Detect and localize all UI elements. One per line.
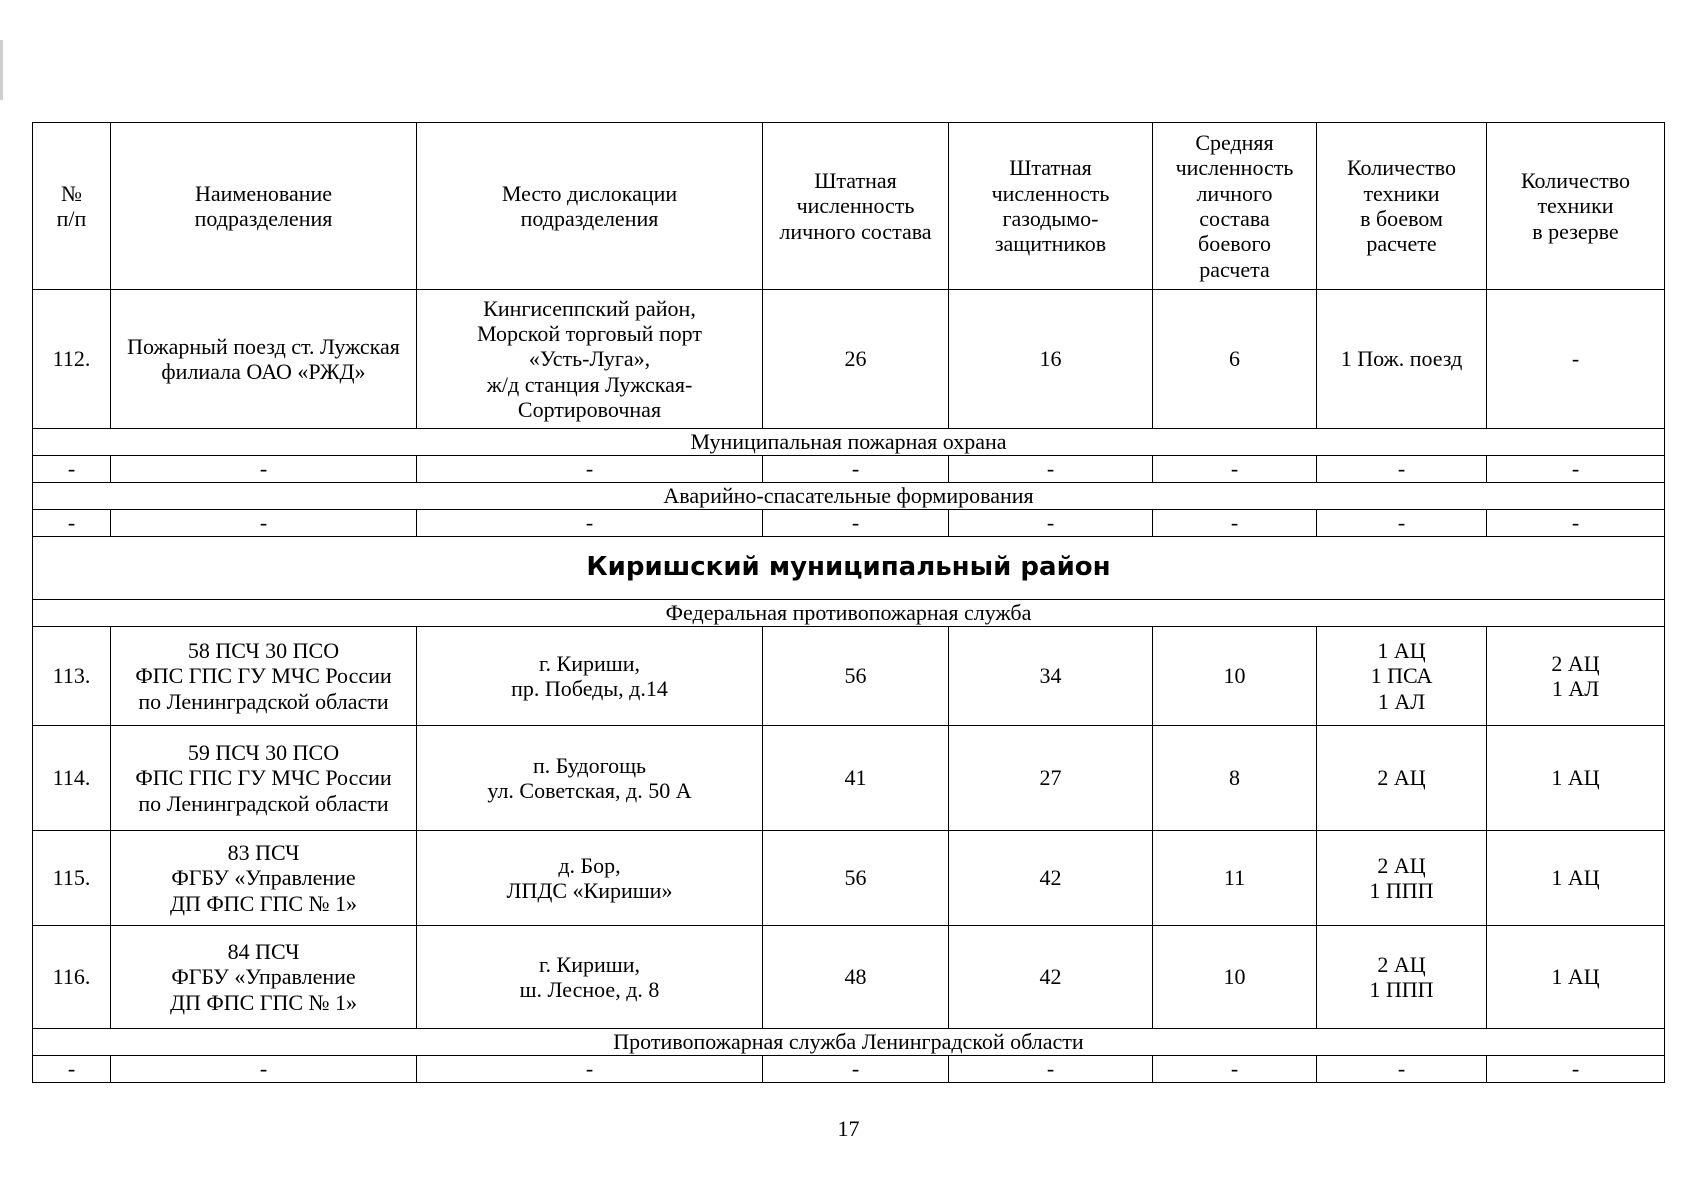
section-row-municipal bbox=[33, 429, 1665, 456]
dash-cell: - bbox=[417, 1056, 763, 1083]
header-reserve: Количество техники в резерве bbox=[1487, 123, 1665, 290]
cell-place: Кингисеппский район, Морской торговый порт «Усть-Луга», ж/д станция Лужская- Сортировочная bbox=[417, 290, 763, 429]
page-number: 17 bbox=[837, 1116, 860, 1141]
dash-cell: - bbox=[1487, 456, 1665, 483]
table-row-113 bbox=[33, 627, 1665, 726]
scan-edge-mark bbox=[0, 40, 3, 100]
cell-place: д. Бор, ЛПДС «Кириши» bbox=[417, 831, 763, 926]
dash-cell: - bbox=[111, 510, 417, 537]
cell-place: п. Будогощь ул. Советская, д. 50 А bbox=[417, 726, 763, 831]
cell-equipment: 2 АЦ 1 ППП bbox=[1317, 831, 1487, 926]
table-row-115 bbox=[33, 831, 1665, 926]
dash-cell: - bbox=[1317, 510, 1487, 537]
dash-cell: - bbox=[417, 510, 763, 537]
dash-cell: - bbox=[949, 456, 1153, 483]
dash-cell: - bbox=[1487, 510, 1665, 537]
dash-cell: - bbox=[33, 510, 111, 537]
dash-cell: - bbox=[1153, 456, 1317, 483]
cell-num: 113. bbox=[33, 627, 111, 726]
cell-avg: 6 bbox=[1153, 290, 1317, 429]
empty-row-municipal bbox=[33, 456, 1665, 483]
empty-row-regional bbox=[33, 1056, 1665, 1083]
district-title: Киришский муниципальный район bbox=[33, 537, 1665, 600]
cell-num: 115. bbox=[33, 831, 111, 926]
cell-equipment: 1 Пож. поезд bbox=[1317, 290, 1487, 429]
dash-cell: - bbox=[1153, 1056, 1317, 1083]
header-staff: Штатная численность личного состава bbox=[763, 123, 949, 290]
cell-reserve: 2 АЦ 1 АЛ bbox=[1487, 627, 1665, 726]
cell-num: 116. bbox=[33, 926, 111, 1029]
table-row-116 bbox=[33, 926, 1665, 1029]
cell-staff: 26 bbox=[763, 290, 949, 429]
cell-equipment: 1 АЦ 1 ПСА 1 АЛ bbox=[1317, 627, 1487, 726]
dash-cell: - bbox=[763, 1056, 949, 1083]
cell-num: 112. bbox=[33, 290, 111, 429]
header-name: Наименование подразделения bbox=[111, 123, 417, 290]
dash-cell: - bbox=[1317, 1056, 1487, 1083]
dash-cell: - bbox=[1317, 456, 1487, 483]
cell-staff: 41 bbox=[763, 726, 949, 831]
dash-cell: - bbox=[417, 456, 763, 483]
cell-place: г. Кириши, ш. Лесное, д. 8 bbox=[417, 926, 763, 1029]
section-row-rescue bbox=[33, 483, 1665, 510]
cell-avg: 11 bbox=[1153, 831, 1317, 926]
cell-name: 58 ПСЧ 30 ПСО ФПС ГПС ГУ МЧС России по Ленинградской области bbox=[111, 627, 417, 726]
cell-gas: 27 bbox=[949, 726, 1153, 831]
header-row bbox=[33, 123, 1665, 290]
cell-equipment: 2 АЦ 1 ППП bbox=[1317, 926, 1487, 1029]
cell-reserve: 1 АЦ bbox=[1487, 926, 1665, 1029]
cell-name: 84 ПСЧ ФГБУ «Управление ДП ФПС ГПС № 1» bbox=[111, 926, 417, 1029]
dash-cell: - bbox=[1487, 1056, 1665, 1083]
cell-reserve: 1 АЦ bbox=[1487, 831, 1665, 926]
dash-cell: - bbox=[111, 456, 417, 483]
cell-name: 83 ПСЧ ФГБУ «Управление ДП ФПС ГПС № 1» bbox=[111, 831, 417, 926]
dash-cell: - bbox=[33, 456, 111, 483]
cell-gas: 42 bbox=[949, 926, 1153, 1029]
section-title: Федеральная противопожарная служба bbox=[33, 600, 1665, 627]
header-place: Место дислокации подразделения bbox=[417, 123, 763, 290]
empty-row-rescue bbox=[33, 510, 1665, 537]
table-row-112 bbox=[33, 290, 1665, 429]
cell-avg: 10 bbox=[1153, 926, 1317, 1029]
cell-avg: 10 bbox=[1153, 627, 1317, 726]
dash-cell: - bbox=[1153, 510, 1317, 537]
section-row-regional bbox=[33, 1029, 1665, 1056]
header-gas: Штатная численность газодымо- защитников bbox=[949, 123, 1153, 290]
table-row-114 bbox=[33, 726, 1665, 831]
section-row-federal bbox=[33, 600, 1665, 627]
cell-staff: 56 bbox=[763, 627, 949, 726]
cell-reserve: 1 АЦ bbox=[1487, 726, 1665, 831]
units-table bbox=[32, 122, 1665, 1083]
dash-cell: - bbox=[949, 510, 1153, 537]
cell-place: г. Кириши, пр. Победы, д.14 bbox=[417, 627, 763, 726]
cell-staff: 56 bbox=[763, 831, 949, 926]
district-row bbox=[33, 537, 1665, 600]
cell-avg: 8 bbox=[1153, 726, 1317, 831]
cell-reserve: - bbox=[1487, 290, 1665, 429]
dash-cell: - bbox=[33, 1056, 111, 1083]
cell-name: 59 ПСЧ 30 ПСО ФПС ГПС ГУ МЧС России по Ленинградской области bbox=[111, 726, 417, 831]
section-title: Муниципальная пожарная охрана bbox=[33, 429, 1665, 456]
cell-name: Пожарный поезд ст. Лужская филиала ОАО «РЖД» bbox=[111, 290, 417, 429]
cell-gas: 42 bbox=[949, 831, 1153, 926]
cell-equipment: 2 АЦ bbox=[1317, 726, 1487, 831]
cell-gas: 34 bbox=[949, 627, 1153, 726]
dash-cell: - bbox=[763, 456, 949, 483]
section-title: Аварийно-спасательные формирования bbox=[33, 483, 1665, 510]
section-title: Противопожарная служба Ленинградской области bbox=[33, 1029, 1665, 1056]
cell-staff: 48 bbox=[763, 926, 949, 1029]
dash-cell: - bbox=[111, 1056, 417, 1083]
dash-cell: - bbox=[949, 1056, 1153, 1083]
header-avg: Средняя численность личного состава боевого расчета bbox=[1153, 123, 1317, 290]
cell-gas: 16 bbox=[949, 290, 1153, 429]
header-equipment: Количество техники в боевом расчете bbox=[1317, 123, 1487, 290]
dash-cell: - bbox=[763, 510, 949, 537]
header-num: № п/п bbox=[33, 123, 111, 290]
cell-num: 114. bbox=[33, 726, 111, 831]
